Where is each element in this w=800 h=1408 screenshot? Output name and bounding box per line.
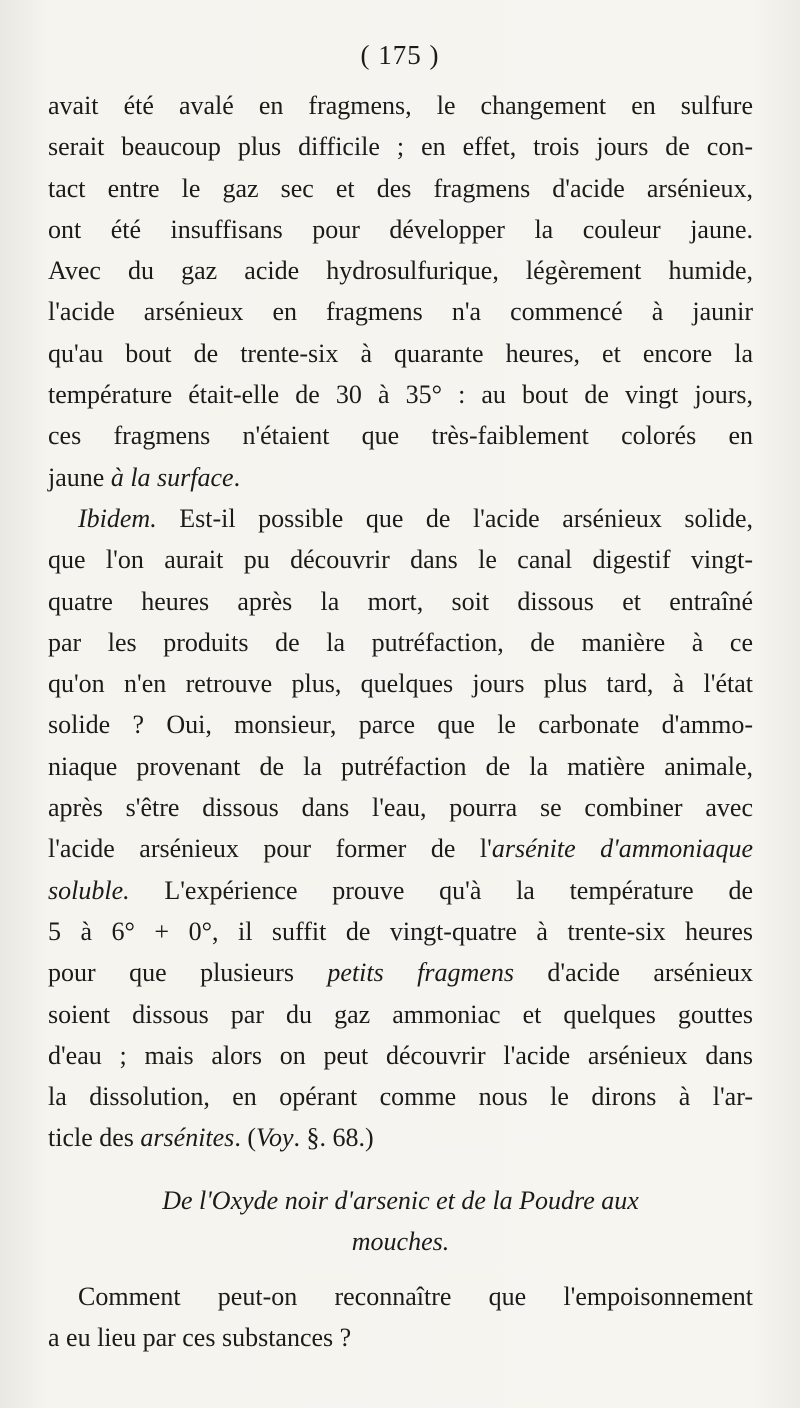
text-line: par les produits de la putréfaction, de manière à ce <box>48 627 753 657</box>
text-line <box>48 828 753 869</box>
text-line: Comment peut-on reconnaître que l'empoisonnement <box>78 1282 753 1311</box>
text-line: ont été insuffisans pour développer la couleur jaune. <box>48 214 753 244</box>
text-line: serait beaucoup plus difficile ; en effet, trois jours de con- <box>48 132 753 162</box>
text-line: quatre heures après la mort, soit dissous et entraîné <box>48 586 753 616</box>
italic-span: à la surface <box>110 462 234 492</box>
text-line: soient dissous par du gaz ammoniac et quelques gouttes <box>48 999 753 1029</box>
text-line: l'acide arsénieux en fragmens n'a commencé à jaunir <box>48 297 753 327</box>
italic-span: Ibidem. <box>78 503 157 533</box>
text-line: qu'on n'en retrouve plus, quelques jours plus tard, à l'état <box>48 669 753 699</box>
text-line: a eu lieu par ces substances ? <box>48 1323 352 1353</box>
text-span: Est-il possible que de l'acide arsénieux solide, <box>156 503 753 533</box>
text-line: avait été avalé en fragmens, le changement en sulfure <box>48 91 753 120</box>
text-span: . ( <box>234 1123 256 1153</box>
text-span: . <box>233 462 241 492</box>
text-span: ticle des <box>48 1123 141 1153</box>
italic-span: arsénites <box>140 1123 235 1153</box>
text-line: que l'on aurait pu découvrir dans le canal digestif vingt- <box>48 545 753 575</box>
text-line <box>48 1117 753 1158</box>
text-span: jaune <box>48 462 111 492</box>
text-line <box>48 952 753 993</box>
section-heading <box>48 1180 753 1262</box>
text-span: pour que plusieurs <box>48 958 328 988</box>
text-line <box>48 498 753 539</box>
heading-line: mouches. <box>351 1227 450 1256</box>
text-span: d'acide arsénieux <box>513 958 753 988</box>
italic-span: Voy <box>255 1123 294 1153</box>
text-line: 5 à 6° + 0°, il suffit de vingt-quatre à trente-six heures <box>48 916 753 946</box>
text-line: la dissolution, en opérant comme nous le dirons à l'ar- <box>48 1082 753 1112</box>
italic-span: petits fragmens <box>327 958 514 988</box>
text-span: . §. 68.) <box>293 1123 374 1153</box>
text-line: qu'au bout de trente-six à quarante heures, et encore la <box>48 338 753 368</box>
text-line <box>48 870 753 911</box>
text-line: température était-elle de 30 à 35° : au bout de vingt jours, <box>48 380 753 410</box>
text-line: après s'être dissous dans l'eau, pourra se combiner avec <box>48 793 753 823</box>
text-line <box>48 457 753 498</box>
text-line: niaque provenant de la putréfaction de la matière animale, <box>48 751 753 781</box>
italic-span: arsénite d'ammoniaque <box>491 834 754 864</box>
italic-span: soluble. <box>48 875 130 905</box>
text-line: Avec du gaz acide hydrosulfurique, légèrement humide, <box>48 256 753 286</box>
heading-line: De l'Oxyde noir d'arsenic et de la Poudre aux <box>162 1186 639 1215</box>
question-text <box>48 1276 753 1359</box>
text-line: d'eau ; mais alors on peut découvrir l'acide arsénieux dans <box>48 1040 753 1070</box>
text-span: l'acide arsénieux pour former de l' <box>48 834 492 864</box>
page-number: ( 175 ) <box>360 40 440 70</box>
text-span: L'expérience prouve qu'à la température de <box>129 875 753 905</box>
text-line: ces fragmens n'étaient que très-faiblement colorés en <box>48 421 753 451</box>
text-line: tact entre le gaz sec et des fragmens d'acide arsénieux, <box>48 173 753 203</box>
body-text <box>48 85 753 1159</box>
text-line: solide ? Oui, monsieur, parce que le carbonate d'ammo- <box>48 710 753 740</box>
